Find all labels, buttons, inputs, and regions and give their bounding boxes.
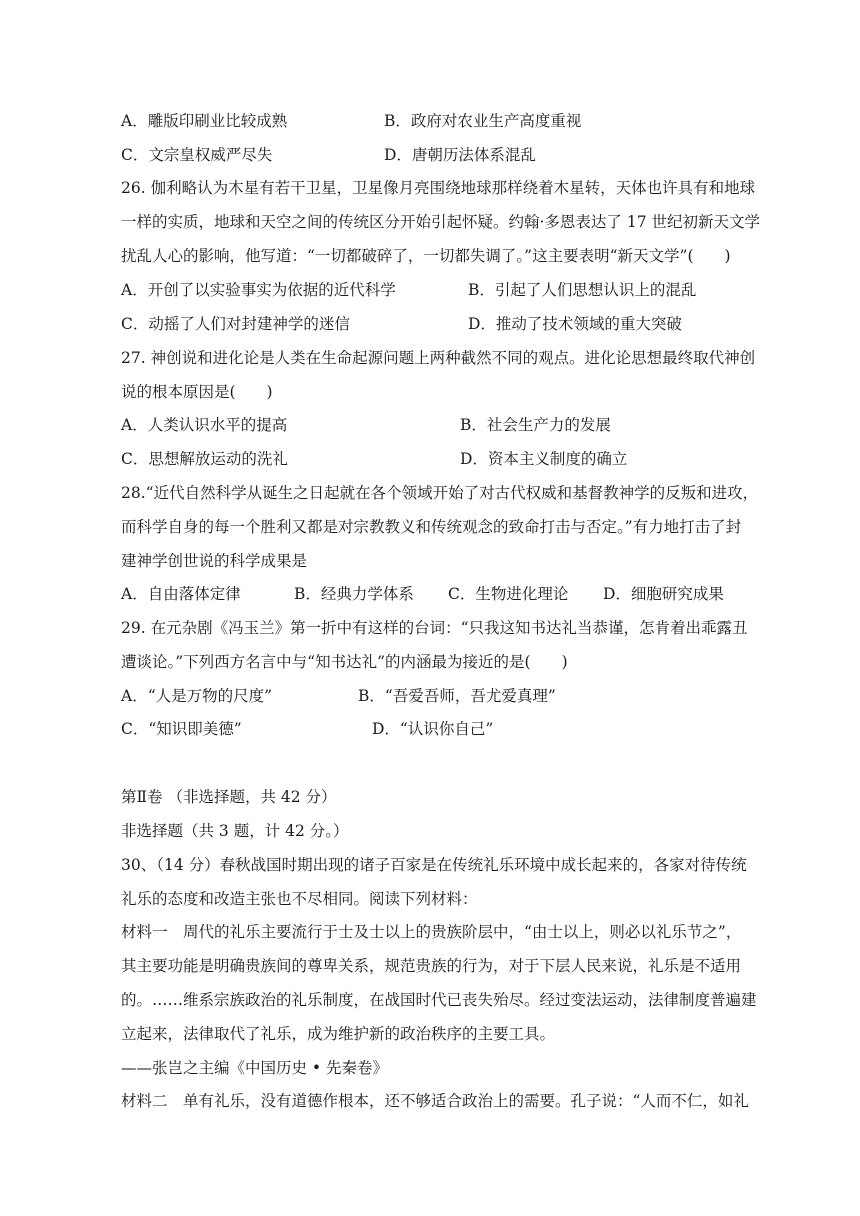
q25-option-a: A．雕版印刷业比较成熟 [121, 112, 288, 130]
q29-option-d: D．“认识你自己” [372, 720, 494, 738]
q29-stem-line: 29. 在元杂剧《冯玉兰》第一折中有这样的台词：“只我这知书达礼当恭谨，怎肯着出乖露丑 [121, 619, 748, 637]
q27-option-a: A．人类认识水平的提高 [121, 416, 288, 434]
q26-stem-line: 一样的实质，地球和天空之间的传统区分开始引起怀疑。约翰·多恩表达了 17 世纪初新天文学 [121, 213, 761, 231]
material1-line: 立起来，法律取代了礼乐，成为维护新的政治秩序的主要工具。 [121, 1025, 556, 1043]
q27-option-d: D．资本主义制度的确立 [460, 450, 628, 468]
q25-option-c: C．文宗皇权威严尽失 [121, 146, 273, 164]
q26-stem-line: 26. 伽利略认为木星有若干卫星，卫星像月亮围绕地球那样绕着木星转，天体也许具有和地球 [121, 179, 756, 197]
q27-stem-line: 说的根本原因是( ) [121, 383, 273, 401]
q26-option-d: D．推动了技术领域的重大突破 [468, 315, 682, 333]
material1-line: 材料一 周代的礼乐主要流行于士及士以上的贵族阶层中，“由士以上，则必以礼乐节之”， [121, 923, 742, 941]
q29-option-a: A．“人是万物的尺度” [121, 687, 273, 705]
q29-option-c: C．“知识即美德” [121, 720, 242, 738]
material1-line: 其主要功能是明确贵族间的尊卑关系，规范贵族的行为，对于下层人民来说，礼乐是不适用 [121, 957, 742, 975]
q30-stem-line: 礼乐的态度和改造主张也不尽相同。阅读下列材料： [121, 890, 478, 908]
section2-title: 第Ⅱ卷 （非选择题，共 42 分） [121, 788, 337, 806]
q28-option-b: B．经典力学体系 [294, 585, 414, 603]
q27-option-b: B．社会生产力的发展 [460, 416, 611, 434]
q28-stem-line: 建神学创世说的科学成果是 [121, 552, 308, 570]
q27-option-c: C．思想解放运动的洗礼 [121, 450, 288, 468]
q28-stem-line: 而科学自身的每一个胜利又都是对宗教教义和传统观念的致命打击与否定。”有力地打击了封 [121, 518, 742, 536]
material1-line: 的。……维系宗族政治的礼乐制度，在战国时代已丧失殆尽。经过变法运动，法律制度普遍建 [121, 991, 757, 1009]
q26-option-c: C．动摇了人们对封建神学的迷信 [121, 315, 350, 333]
q25-option-d: D．唐朝历法体系混乱 [384, 146, 536, 164]
q27-stem-line: 27. 神创说和进化论是人类在生命起源问题上两种截然不同的观点。进化论思想最终取代神创 [121, 349, 756, 367]
q30-stem-line: 30、（14 分）春秋战国时期出现的诸子百家是在传统礼乐环境中成长起来的，各家对待传统 [121, 856, 747, 874]
q26-option-b: B．引起了人们思想认识上的混乱 [468, 281, 697, 299]
q28-stem-line: 28.“近代自然科学从诞生之日起就在各个领域开始了对古代权威和基督教神学的反叛和进攻， [121, 484, 759, 502]
q28-option-c: C．生物进化理论 [448, 585, 569, 603]
q28-option-a: A．自由落体定律 [121, 585, 241, 603]
q28-option-d: D．细胞研究成果 [603, 585, 724, 603]
q25-option-b: B．政府对农业生产高度重视 [384, 112, 582, 130]
q26-option-a: A．开创了以实验事实为依据的近代科学 [121, 281, 396, 299]
section2-subtitle: 非选择题（共 3 题，计 42 分。） [121, 822, 349, 840]
q29-stem-line: 遭谈论。”下列西方名言中与“知书达礼”的内涵最为接近的是( ) [121, 653, 568, 671]
q29-option-b: B．“吾爱吾师，吾尤爱真理” [358, 687, 556, 705]
material1-source: ——张岂之主编《中国历史 • 先秦卷》 [121, 1059, 388, 1077]
q26-stem-line: 扰乱人心的影响，他写道：“一切都破碎了，一切都失调了。”这主要表明“新天文学”( ) [121, 247, 731, 265]
material2-line: 材料二 单有礼乐，没有道德作根本，还不够适合政治上的需要。孔子说：“人而不仁，如礼 [121, 1092, 749, 1110]
